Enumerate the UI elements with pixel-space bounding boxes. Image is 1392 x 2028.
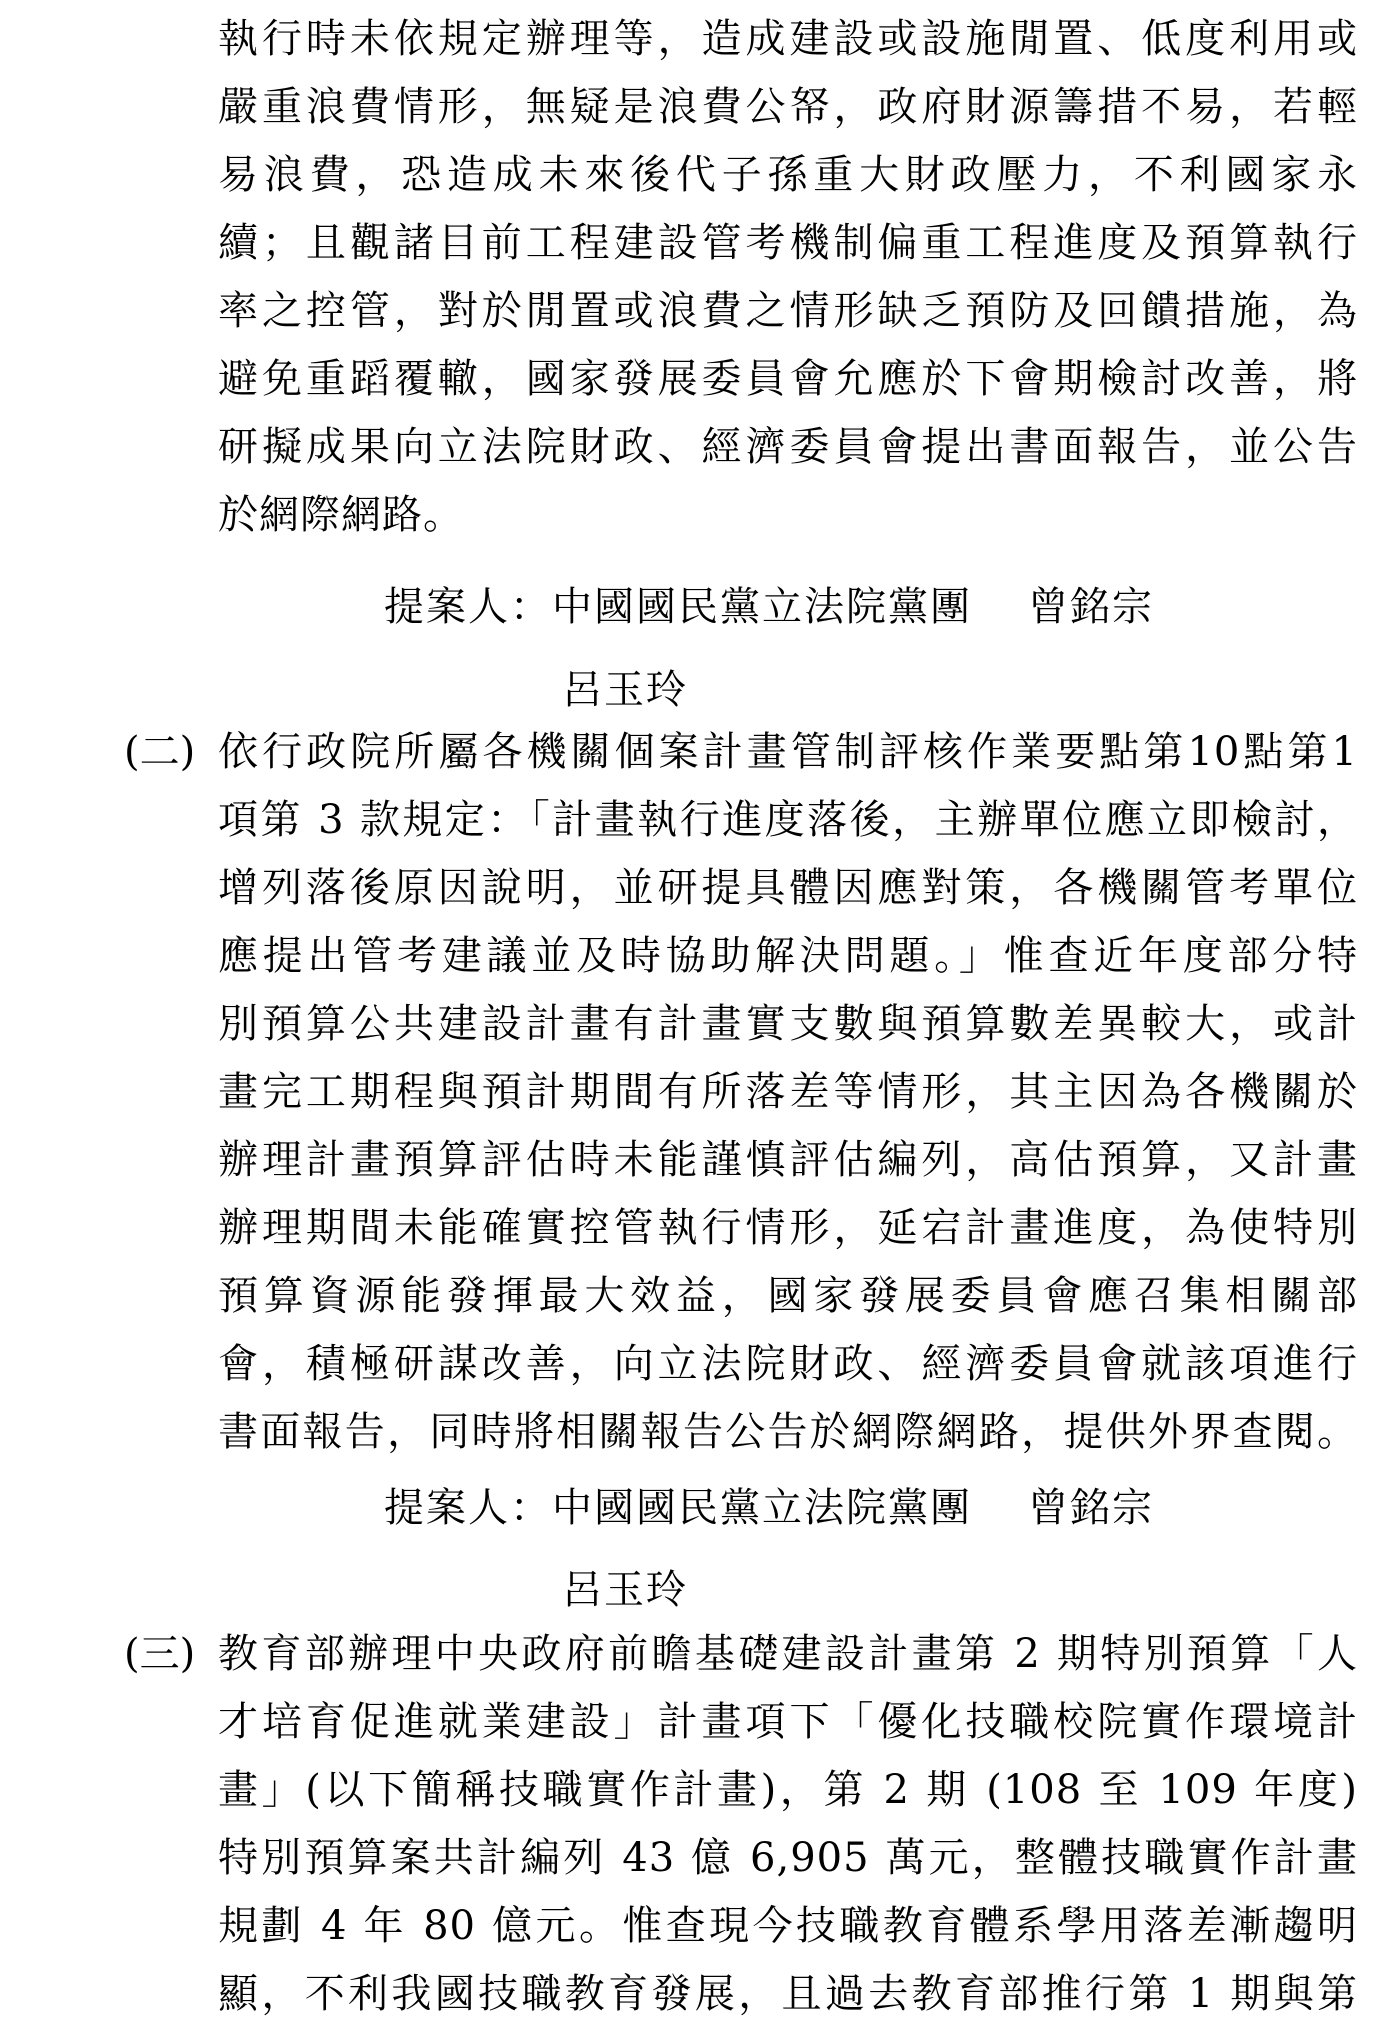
proposer-name: 曾銘宗 bbox=[1028, 584, 1154, 630]
proposer-line bbox=[384, 1474, 1154, 1542]
paragraph-line: 嚴重浪費情形，無疑是浪費公帑，政府財源籌措不易，若輕 bbox=[218, 84, 1358, 130]
paragraph-line: 會，積極研謀改善，向立法院財政、經濟委員會就該項進行 bbox=[218, 1341, 1358, 1387]
paragraph-line: 執行時未依規定辦理等，造成建設或設施閒置、低度利用或 bbox=[218, 16, 1358, 62]
paragraph-line: 書面報告，同時將相關報告公告於網際網路，提供外界查閱。 bbox=[218, 1409, 1358, 1455]
item-number-label: (三) bbox=[124, 1631, 196, 1677]
paragraph-line: 預算資源能發揮最大效益，國家發展委員會應召集相關部 bbox=[218, 1273, 1358, 1319]
paragraph-line: 別預算公共建設計畫有計畫實支數與預算數差異較大，或計 bbox=[218, 1001, 1358, 1047]
paragraph-line: 特別預算案共計編列 43 億 6,905 萬元，整體技職實作計畫 bbox=[218, 1835, 1358, 1881]
paragraph-line: 項第 3 款規定：「計畫執行進度落後，主辦單位應立即檢討， bbox=[218, 797, 1358, 843]
proposer-label: 提案人：中國國民黨立法院黨團 bbox=[384, 1485, 972, 1531]
paragraph-line: 才培育促進就業建設」計畫項下「優化技職校院實作環境計 bbox=[218, 1699, 1358, 1745]
cosigner-name: 呂玉玲 bbox=[562, 1567, 688, 1613]
proposer-label: 提案人：中國國民黨立法院黨團 bbox=[384, 584, 972, 630]
paragraph-line: 畫完工期程與預計期間有所落差等情形，其主因為各機關於 bbox=[218, 1069, 1358, 1115]
proposer-name: 曾銘宗 bbox=[1028, 1485, 1154, 1531]
paragraph-line: 續；且觀諸目前工程建設管考機制偏重工程進度及預算執行 bbox=[218, 220, 1358, 266]
item-number-label: (二) bbox=[124, 729, 196, 775]
paragraph-line: 避免重蹈覆轍，國家發展委員會允應於下會期檢討改善，將 bbox=[218, 356, 1358, 402]
paragraph-line: 增列落後原因說明，並研提具體因應對策，各機關管考單位 bbox=[218, 865, 1358, 911]
proposer-line bbox=[384, 573, 1154, 641]
paragraph-line: 依行政院所屬各機關個案計畫管制評核作業要點第10點第1 bbox=[218, 729, 1358, 775]
paragraph-line: 教育部辦理中央政府前瞻基礎建設計畫第 2 期特別預算「人 bbox=[218, 1631, 1358, 1677]
paragraph-line: 易浪費，恐造成未來後代子孫重大財政壓力，不利國家永 bbox=[218, 152, 1358, 198]
paragraph-line: 辦理計畫預算評估時未能謹慎評估編列，高估預算，又計畫 bbox=[218, 1137, 1358, 1183]
paragraph-line: 研擬成果向立法院財政、經濟委員會提出書面報告，並公告 bbox=[218, 424, 1358, 470]
paragraph-line: 辦理期間未能確實控管執行情形，延宕計畫進度，為使特別 bbox=[218, 1205, 1358, 1251]
paragraph-line: 規劃 4 年 80 億元。惟查現今技職教育體系學用落差漸趨明 bbox=[218, 1903, 1358, 1949]
cosigner-name: 呂玉玲 bbox=[562, 667, 688, 713]
paragraph-line: 於網際網路。 bbox=[218, 492, 464, 538]
paragraph-line: 畫」(以下簡稱技職實作計畫)，第 2 期 (108 至 109 年度) bbox=[218, 1767, 1358, 1813]
paragraph-line: 應提出管考建議並及時協助解決問題。」惟查近年度部分特 bbox=[218, 933, 1358, 979]
paragraph-line: 顯，不利我國技職教育發展，且過去教育部推行第 1 期與第 bbox=[218, 1971, 1358, 2017]
paragraph-line: 率之控管，對於閒置或浪費之情形缺乏預防及回饋措施，為 bbox=[218, 288, 1358, 334]
